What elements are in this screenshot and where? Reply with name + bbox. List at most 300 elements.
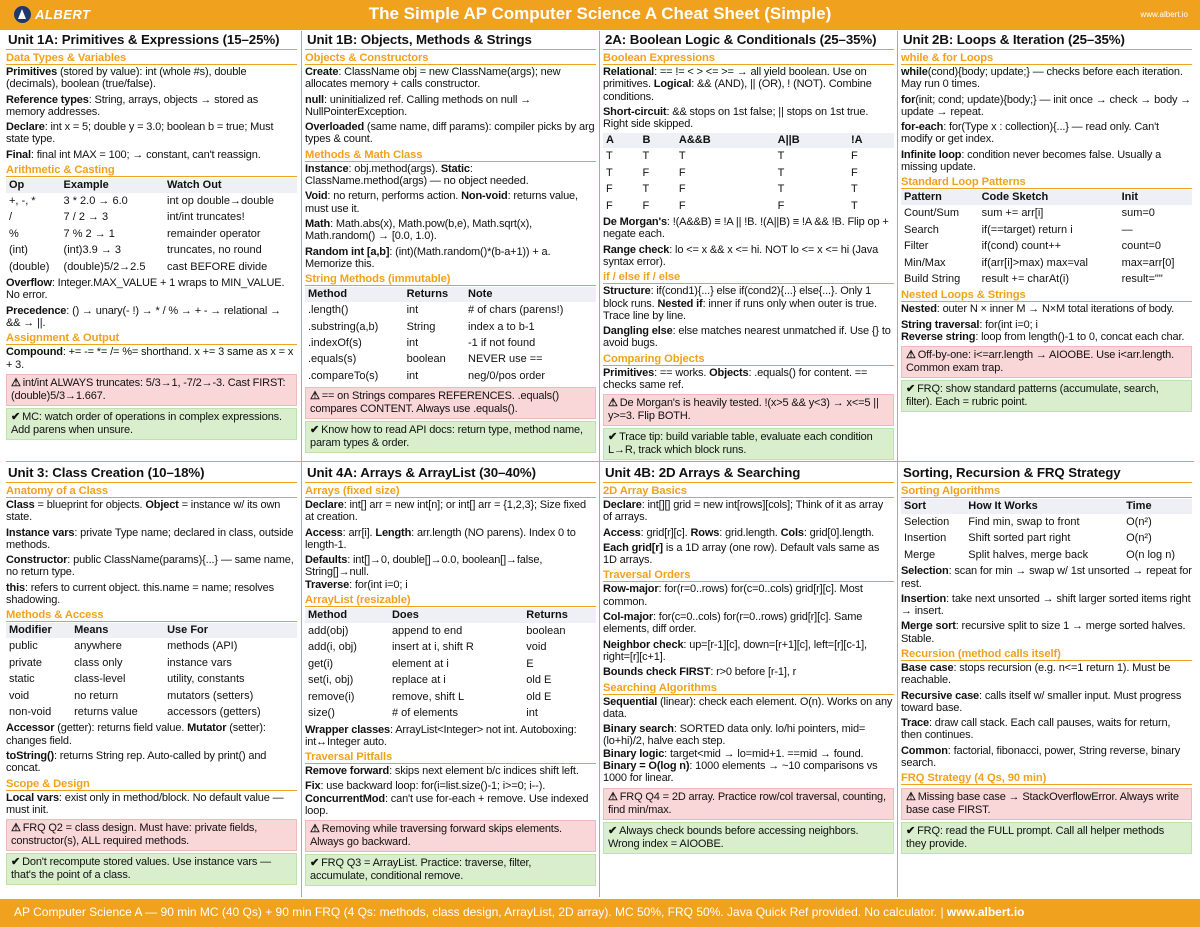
- table-cell: Find min, swap to front: [968, 516, 1080, 528]
- column-header: Watch Out: [164, 178, 297, 193]
- note-bounds-check: Bounds check FIRST: r>0 before [r-1], r: [603, 666, 797, 679]
- column-header: How It Works: [965, 499, 1123, 514]
- table-cell: O(n log n): [1126, 548, 1176, 561]
- table-row: [6, 638, 297, 654]
- subheading: 2D Array Basics: [603, 485, 894, 498]
- table-cell: # of elements: [391, 707, 458, 720]
- tip-callout: ✔ Know how to read API docs: return type, method name, param types & order.: [305, 421, 596, 453]
- warning-callout: ⚠ == on Strings compares REFERENCES. .equals() compares CONTENT. Always use .equals().: [305, 387, 596, 419]
- note-selection: Selection: scan for min → swap w/ 1st unsorted → repeat for rest.: [901, 565, 1192, 590]
- note-wrapper-classes: Wrapper classes: ArrayList<Integer> not int. Autoboxing: int↔Integer auto.: [305, 723, 577, 748]
- table-row: [603, 198, 894, 214]
- note-comparing-objects: Primitives: == works. Objects: .equals() for content. == checks same ref.: [603, 366, 868, 392]
- brand-name: ALBERT: [35, 7, 91, 22]
- note-instance-vars: Instance vars: private Type name; declared in class, outside methods.: [6, 526, 294, 551]
- note-each-row: Each grid[r] is a 1D array (one row). Default vals same as 1D arrays.: [603, 541, 880, 567]
- warning-icon: ⚠: [310, 823, 320, 836]
- table-cell: truncates, no round: [167, 244, 262, 257]
- table-row: [305, 689, 596, 705]
- note-infinite-loop: Infinite loop: condition never becomes false. Usually a missing update.: [901, 148, 1162, 174]
- cheat-sheet-grid: [6, 31, 1194, 897]
- table-row: [901, 222, 1192, 238]
- section-unit-3: [6, 464, 297, 897]
- checkmark-icon: ✔: [608, 824, 618, 837]
- table-header-row: [901, 190, 1192, 205]
- column-header: Method: [305, 608, 389, 623]
- table-cell: add(obj): [308, 625, 349, 638]
- note-insertion: Insertion: take next unsorted → shift larger sorted items right → insert.: [901, 592, 1191, 618]
- section-sorting-recursion: [901, 464, 1192, 897]
- unit-heading: Sorting, Recursion & FRQ Strategy: [901, 464, 1192, 483]
- note-merge-sort: Merge sort: recursive split to size 1 → merge sorted halves. Stable.: [901, 620, 1186, 645]
- table-cell: class-level: [74, 673, 126, 686]
- string-methods-table: [305, 287, 596, 384]
- note-binary-search: Binary search: SORTED data only. lo/hi pointers, mid=(lo+hi)/2, halve each step. Binary logic: target<mid → lo=mid+1. ==mid → found. Binary = O(log n): 1000 elements → ~10 comparisons vs 1000 for linear.: [603, 723, 878, 785]
- table-cell: void: [526, 641, 547, 654]
- warning-icon: ⚠: [310, 390, 320, 403]
- table-cell: Shift sorted part right: [968, 532, 1071, 545]
- warning-icon: ⚠: [11, 822, 21, 835]
- table-cell: append to end: [391, 625, 463, 638]
- table-cell: F: [606, 183, 613, 196]
- table-cell: .length(): [308, 304, 349, 317]
- table-cell: boolean: [526, 625, 566, 638]
- table-row: [6, 242, 297, 258]
- arithmetic-table: [6, 178, 297, 275]
- note-primitives: Primitives (stored by value): int (whole #s), double (decimals), boolean (true/false).: [6, 66, 247, 91]
- subheading: ArrayList (resizable): [305, 594, 596, 607]
- table-cell: (int)3.9 → 3: [63, 244, 121, 257]
- subheading: Assignment & Output: [6, 332, 297, 345]
- table-row: [6, 671, 297, 687]
- column-header: Returns: [404, 287, 465, 302]
- table-cell: anywhere: [74, 640, 122, 653]
- table-row: [6, 655, 297, 671]
- table-cell: if(==target) return i: [981, 223, 1073, 236]
- table-cell: old E: [526, 690, 552, 703]
- top-banner: [0, 0, 1200, 30]
- note-reference-types: Reference types: String, arrays, objects → stored as memory addresses.: [6, 93, 259, 118]
- table-row: [901, 271, 1192, 287]
- warning-callout: ⚠ Missing base case → StackOverflowError. Always write base case FIRST.: [901, 788, 1192, 820]
- access-modifiers-table: [6, 623, 297, 720]
- column-header: Means: [71, 623, 164, 638]
- table-row: [603, 181, 894, 197]
- subheading: Arithmetic & Casting: [6, 164, 297, 177]
- table-cell: accessors (getters): [167, 706, 261, 718]
- section-unit-1a: [6, 31, 297, 460]
- table-cell: F: [678, 183, 686, 196]
- table-cell: Min/Max: [904, 256, 946, 269]
- table-cell: count=0: [1121, 240, 1162, 253]
- table-cell: remove, shift L: [391, 690, 465, 703]
- footer-text: AP Computer Science A — 90 min MC (40 Qs) + 90 min FRQ (4 Qs: methods, class design, ArrayList, 2D array). MC 50%, FRQ 50%. Java Quick Ref provided. No calculator. |: [14, 905, 947, 919]
- table-cell: (double): [9, 260, 50, 273]
- warning-callout: ⚠ Removing while traversing forward skips elements. Always go backward.: [305, 820, 596, 852]
- table-row: [6, 704, 297, 720]
- table-row: [901, 514, 1192, 530]
- subheading: Data Types & Variables: [6, 52, 297, 65]
- tip-callout: ✔ FRQ Q3 = ArrayList. Practice: traverse, filter, accumulate, conditional remove.: [305, 854, 596, 886]
- table-cell: String: [406, 320, 436, 333]
- note-tostring: toString(): returns String rep. Auto-called by print() and concat.: [6, 750, 267, 775]
- section-unit-4a: [305, 464, 596, 897]
- column-header: Op: [6, 178, 61, 193]
- note-row-major: Row-major: for(r=0..rows) for(c=0..cols) grid[r][c]. Most common.: [603, 583, 863, 608]
- note-null: null: uninitialized ref. Calling methods on null → NullPointerException.: [305, 93, 532, 118]
- table-row: [6, 688, 297, 704]
- note-string-traversal: String traversal: for(int i=0; i Reverse string: loop from length()-1 to 0, concat each char.: [901, 318, 1185, 343]
- table-header-row: [6, 178, 297, 193]
- sorting-table: [901, 499, 1192, 563]
- note-instance-static: Instance: obj.method(args). Static: ClassName.method(args) — no object needed.: [305, 162, 529, 188]
- table-cell: int/int truncates!: [167, 211, 245, 224]
- table-row: [901, 238, 1192, 254]
- column-header: Method: [305, 287, 404, 302]
- subheading: Objects & Constructors: [305, 52, 596, 65]
- table-cell: F: [678, 199, 686, 212]
- table-header-row: [6, 623, 297, 638]
- table-cell: get(i): [308, 657, 334, 670]
- table-cell: F: [850, 150, 858, 163]
- subheading: Anatomy of a Class: [6, 485, 297, 498]
- header-url[interactable]: www.albert.io: [1140, 10, 1188, 19]
- table-cell: 7 % 2 → 1: [63, 227, 115, 240]
- table-cell: %: [9, 227, 19, 240]
- note-recursive-case: Recursive case: calls itself w/ smaller input. Must progress toward base.: [901, 689, 1182, 714]
- column-header: Sort: [901, 499, 965, 514]
- subheading: Recursion (method calls itself): [901, 648, 1192, 661]
- table-cell: +, -, *: [9, 195, 36, 208]
- truth-table: [603, 133, 894, 214]
- table-cell: O(n²): [1126, 516, 1152, 528]
- note-random: Random int [a,b]: (int)(Math.random()*(b-a+1)) + a. Memorize this.: [305, 245, 551, 270]
- table-cell: 7 / 2 → 3: [63, 211, 109, 224]
- table-cell: insert at i, shift R: [391, 641, 474, 654]
- table-cell: set(i, obj): [308, 674, 354, 687]
- table-cell: private: [9, 656, 43, 669]
- table-row: [901, 205, 1192, 221]
- note-remove-forward: Remove forward: skips next element b/c indices shift left.: [305, 765, 579, 778]
- column-header: A: [603, 133, 639, 148]
- table-cell: add(i, obj): [308, 641, 357, 654]
- note-access: Access: grid[r][c]. Rows: grid.length. Cols: grid[0].length.: [603, 526, 875, 539]
- column-header: A&&B: [676, 133, 775, 148]
- table-cell: /: [9, 211, 13, 224]
- warning-icon: ⚠: [906, 349, 916, 362]
- checkmark-icon: ✔: [906, 383, 916, 396]
- table-cell: cast BEFORE divide: [167, 260, 268, 273]
- table-cell: returns value: [74, 706, 138, 718]
- subheading: Searching Algorithms: [603, 682, 894, 695]
- tip-callout: ✔ FRQ: read the FULL prompt. Call all helper methods they provide.: [901, 822, 1192, 854]
- table-row: [305, 319, 596, 335]
- unit-heading: Unit 1A: Primitives & Expressions (15–25%): [6, 31, 297, 50]
- section-unit-4b: [603, 464, 894, 897]
- table-row: [603, 165, 894, 181]
- table-cell: Search: [904, 223, 939, 236]
- note-relational: Relational: == != < > <= >= → all yield boolean. Use on primitives. Logical: && (AND), || (OR), ! (NOT). Combine conditions.: [603, 66, 872, 103]
- note-common: Common: factorial, fibonacci, power, String reverse, binary search.: [901, 744, 1181, 770]
- table-cell: Build String: [904, 273, 961, 285]
- table-cell: neg/0/pos order: [468, 369, 546, 382]
- table-cell: result += charAt(i): [981, 273, 1069, 285]
- table-row: [6, 209, 297, 225]
- table-cell: remove(i): [308, 690, 355, 703]
- table-cell: int: [406, 369, 419, 382]
- note-for-each: for-each: for(Type x : collection){...} — read only. Can't modify or get index.: [901, 121, 1159, 146]
- note-base-case: Base case: stops recursion (e.g. n<=1 return 1). Must be reachable.: [901, 662, 1171, 687]
- note-fix: Fix: use backward loop: for(i=list.size()-1; i>=0; i--). ConcurrentMod: can't use for-each + remove. Use indexed loop.: [305, 780, 589, 817]
- table-cell: (int): [9, 244, 28, 257]
- subheading: if / else if / else: [603, 271, 894, 284]
- arraylist-methods-table: [305, 608, 596, 721]
- table-cell: replace at i: [391, 674, 446, 687]
- column-divider: [301, 31, 302, 897]
- table-cell: utility, constants: [167, 673, 245, 686]
- unit-heading: Unit 4A: Arrays & ArrayList (30–40%): [305, 464, 596, 483]
- table-cell: Split halves, merge back: [968, 548, 1089, 561]
- column-header: !A: [848, 133, 894, 148]
- subheading: Sorting Algorithms: [901, 485, 1192, 498]
- column-header: Example: [61, 178, 164, 193]
- warning-icon: ⚠: [608, 397, 618, 410]
- note-sequential: Sequential (linear): check each element. O(n). Works on any data.: [603, 695, 893, 720]
- column-header: Note: [465, 287, 596, 302]
- table-cell: F: [850, 166, 858, 179]
- subheading: Comparing Objects: [603, 353, 894, 366]
- table-cell: T: [850, 199, 858, 212]
- note-accessor-mutator: Accessor (getter): returns field value. Mutator (setter): changes field.: [6, 722, 266, 747]
- subheading: Nested Loops & Strings: [901, 289, 1192, 302]
- note-create: Create: ClassName obj = new ClassName(args); new allocates memory + calls constructor.: [305, 66, 561, 91]
- subheading: FRQ Strategy (4 Qs, 90 min): [901, 772, 1192, 785]
- table-row: [305, 368, 596, 384]
- column-header: Code Sketch: [979, 190, 1119, 205]
- table-cell: (double)5/2→2.5: [63, 260, 146, 273]
- subheading: Boolean Expressions: [603, 52, 894, 65]
- note-nested: Nested: outer N × inner M → N×M total iterations of body.: [901, 303, 1175, 316]
- column-header: Returns: [523, 608, 596, 623]
- checkmark-icon: ✔: [608, 431, 618, 444]
- table-row: [305, 672, 596, 688]
- column-divider: [599, 31, 600, 897]
- table-cell: size(): [308, 707, 335, 720]
- note-this: this: refers to current object. this.name = name; resolves shadowing.: [6, 581, 274, 607]
- table-header-row: [603, 133, 894, 148]
- note-declare: Declare: int[][] grid = new int[rows][cols]; Think of it as array of arrays.: [603, 499, 884, 524]
- section-unit-2a: [603, 31, 894, 460]
- table-cell: public: [9, 640, 38, 653]
- note-precedence: Precedence: () → unary(- !) → * / % → + - → relational → && → ||.: [6, 304, 281, 329]
- table-cell: max=arr[0]: [1121, 256, 1175, 269]
- table-row: [305, 351, 596, 367]
- table-cell: void: [9, 689, 30, 702]
- warning-icon: ⚠: [608, 790, 618, 803]
- checkmark-icon: ✔: [906, 825, 916, 838]
- table-cell: F: [642, 166, 650, 179]
- note-constructor: Constructor: public ClassName(params){...} — same name, no return type.: [6, 554, 294, 579]
- footer-link[interactable]: www.albert.io: [946, 905, 1025, 919]
- note-declare: Declare: int[] arr = new int[n]; or int[] arr = {1,2,3}; Size fixed at creation.: [305, 499, 586, 524]
- table-cell: T: [642, 183, 650, 196]
- note-local-vars: Local vars: exist only in method/block. No default value — must init.: [6, 791, 284, 816]
- note-for: for(init; cond; update){body;} — init once → check → body → update → repeat.: [901, 93, 1192, 118]
- table-header-row: [305, 287, 596, 302]
- note-de-morgans: De Morgan's: !(A&&B) ≡ !A || !B. !(A||B) ≡ !A && !B. Flip op + negate each.: [603, 216, 889, 241]
- column-header: B: [639, 133, 675, 148]
- table-cell: T: [850, 183, 858, 196]
- table-cell: mutators (setters): [167, 689, 254, 702]
- table-row: [901, 530, 1192, 546]
- note-defaults: Defaults: int[]→0, double[]→0.0, boolean[]→false, String[]→null. Traverse: for(int i=0; i: [305, 554, 543, 591]
- table-cell: Merge: [904, 548, 936, 561]
- table-cell: .equals(s): [308, 353, 357, 366]
- warning-icon: ⚠: [906, 791, 916, 804]
- table-row: [305, 623, 596, 639]
- subheading: Scope & Design: [6, 778, 297, 791]
- table-cell: static: [9, 673, 35, 686]
- warning-icon: ⚠: [11, 376, 21, 389]
- table-row: [6, 193, 297, 209]
- section-unit-2b: [901, 31, 1192, 460]
- column-header: Time: [1123, 499, 1192, 514]
- note-range-check: Range check: lo <= x && x <= hi. NOT lo <= x <= hi (Java syntax error).: [603, 243, 879, 268]
- table-cell: E: [526, 657, 534, 670]
- unit-heading: Unit 4B: 2D Arrays & Searching: [603, 464, 894, 483]
- table-header-row: [901, 499, 1192, 514]
- table-cell: -1 if not found: [468, 336, 536, 349]
- table-cell: methods (API): [167, 640, 238, 653]
- table-row: [305, 335, 596, 351]
- subheading: Arrays (fixed size): [305, 485, 596, 498]
- subheading: while & for Loops: [901, 52, 1192, 65]
- table-cell: .substring(a,b): [308, 320, 379, 333]
- tip-callout: ✔ Trace tip: build variable table, evaluate each condition L→R, track which block runs.: [603, 428, 894, 460]
- table-row: [6, 226, 297, 242]
- unit-heading: Unit 2B: Loops & Iteration (25–35%): [901, 31, 1192, 50]
- subheading: String Methods (immutable): [305, 273, 596, 286]
- table-cell: Filter: [904, 240, 929, 253]
- note-col-major: Col-major: for(c=0..cols) for(r=0..rows) grid[r][c]. Same elements, diff order.: [603, 611, 863, 636]
- table-cell: —: [1121, 223, 1133, 236]
- table-cell: instance vars: [167, 656, 232, 669]
- table-cell: F: [777, 199, 785, 212]
- unit-heading: 2A: Boolean Logic & Conditionals (25–35%): [603, 31, 894, 50]
- table-row: [305, 656, 596, 672]
- table-cell: T: [777, 166, 785, 179]
- column-divider: [897, 31, 898, 897]
- table-cell: if(arr[i]>max) max=val: [981, 256, 1088, 269]
- note-neighbor-check: Neighbor check: up=[r-1][c], down=[r+1][c], left=[r][c-1], right=[r][c+1].: [603, 638, 867, 663]
- warning-callout: ⚠ Off-by-one: i<=arr.length → AIOOBE. Use i<arr.length. Common exam trap.: [901, 346, 1192, 378]
- table-cell: int op double→double: [167, 195, 275, 208]
- note-math: Math: Math.abs(x), Math.pow(b,e), Math.sqrt(x), Math.random() → [0.0, 1.0).: [305, 217, 533, 243]
- subheading: Traversal Orders: [603, 569, 894, 582]
- table-cell: .indexOf(s): [308, 336, 362, 349]
- unit-heading: Unit 3: Class Creation (10–18%): [6, 464, 297, 483]
- table-cell: no return: [74, 689, 119, 702]
- column-header: Modifier: [6, 623, 71, 638]
- note-void: Void: no return, performs action. Non-void: returns value, must use it.: [305, 190, 578, 215]
- subheading: Traversal Pitfalls: [305, 751, 596, 764]
- note-trace: Trace: draw call stack. Each call pauses, waits for return, then continues.: [901, 717, 1171, 742]
- table-cell: F: [642, 199, 650, 212]
- table-cell: int: [406, 304, 419, 317]
- row-divider: [6, 461, 1194, 462]
- warning-callout: ⚠ int/int ALWAYS truncates: 5/3→1, -7/2→-3. Cast FIRST: (double)5/3→1.667.: [6, 374, 297, 406]
- table-cell: boolean: [406, 353, 446, 366]
- table-row: [305, 639, 596, 655]
- table-cell: remainder operator: [167, 227, 261, 240]
- table-cell: T: [642, 150, 650, 163]
- note-structure: Structure: if(cond1){...} else if(cond2){...} else{...}. Only 1 block runs. Nested if: inner if runs only when outer is true. Trace line by line.: [603, 285, 877, 322]
- checkmark-icon: ✔: [11, 856, 21, 869]
- table-row: [305, 705, 596, 721]
- table-cell: Selection: [904, 516, 950, 528]
- table-cell: T: [777, 150, 785, 163]
- table-cell: sum += arr[i]: [981, 207, 1044, 220]
- table-cell: T: [678, 150, 686, 163]
- table-header-row: [305, 608, 596, 623]
- note-overloaded: Overloaded (same name, diff params): compiler picks by arg types & count.: [305, 121, 595, 146]
- checkmark-icon: ✔: [310, 857, 320, 870]
- table-cell: sum=0: [1121, 207, 1155, 220]
- note-final: Final: final int MAX = 100; → constant, can't reassign.: [6, 148, 261, 161]
- table-cell: O(n²): [1126, 532, 1152, 545]
- subheading: Methods & Math Class: [305, 149, 596, 162]
- table-cell: int: [406, 336, 419, 349]
- tip-callout: ✔ FRQ: show standard patterns (accumulate, search, filter). Each = rubric point.: [901, 380, 1192, 412]
- table-cell: NEVER use ==: [468, 353, 543, 366]
- table-row: [6, 259, 297, 275]
- table-cell: old E: [526, 674, 552, 687]
- table-cell: class only: [74, 656, 123, 669]
- table-cell: 3 * 2.0 → 6.0: [63, 195, 128, 208]
- column-header: A||B: [775, 133, 848, 148]
- warning-callout: ⚠ De Morgan's is heavily tested. !(x>5 && y<3) → x<=5 || y>=3. Flip BOTH.: [603, 394, 894, 426]
- loop-patterns-table: [901, 190, 1192, 287]
- note-short-circuit: Short-circuit: && stops on 1st false; || stops on 1st true. Right side skipped.: [603, 105, 869, 131]
- unit-heading: Unit 1B: Objects, Methods & Strings: [305, 31, 596, 50]
- table-row: [603, 148, 894, 164]
- note-access-length: Access: arr[i]. Length: arr.length (NO parens). Index 0 to length-1.: [305, 526, 576, 551]
- table-cell: element at i: [391, 657, 449, 670]
- checkmark-icon: ✔: [310, 424, 320, 437]
- column-header: Use For: [164, 623, 297, 638]
- table-cell: # of chars (parens!): [468, 304, 564, 317]
- table-cell: Insertion: [904, 532, 947, 545]
- table-cell: result="": [1121, 273, 1163, 285]
- table-cell: int: [526, 707, 538, 720]
- note-dangling-else: Dangling else: else matches nearest unmatched if. Use {} to avoid bugs.: [603, 325, 891, 350]
- table-row: [901, 255, 1192, 271]
- subheading: Methods & Access: [6, 609, 297, 622]
- note-overflow: Overflow: Integer.MAX_VALUE + 1 wraps to MIN_VALUE. No error.: [6, 277, 285, 302]
- tip-callout: ✔ Don't recompute stored values. Use instance vars — that's the point of a class.: [6, 853, 297, 885]
- tip-callout: ✔ MC: watch order of operations in complex expressions. Add parens when unsure.: [6, 408, 297, 440]
- table-cell: T: [777, 183, 785, 196]
- page-title: The Simple AP Computer Science A Cheat Sheet (Simple): [368, 4, 832, 23]
- column-header: Pattern: [901, 190, 979, 205]
- column-header: Does: [389, 608, 523, 623]
- note-while: while(cond){body; update;} — checks before each iteration. May run 0 times.: [901, 66, 1183, 91]
- warning-callout: ⚠ FRQ Q4 = 2D array. Practice row/col traversal, counting, find min/max.: [603, 788, 894, 820]
- table-cell: T: [606, 166, 613, 179]
- tip-callout: ✔ Always check bounds before accessing neighbors. Wrong index = AIOOBE.: [603, 822, 894, 854]
- footer-bar: [0, 899, 1200, 927]
- checkmark-icon: ✔: [11, 410, 21, 423]
